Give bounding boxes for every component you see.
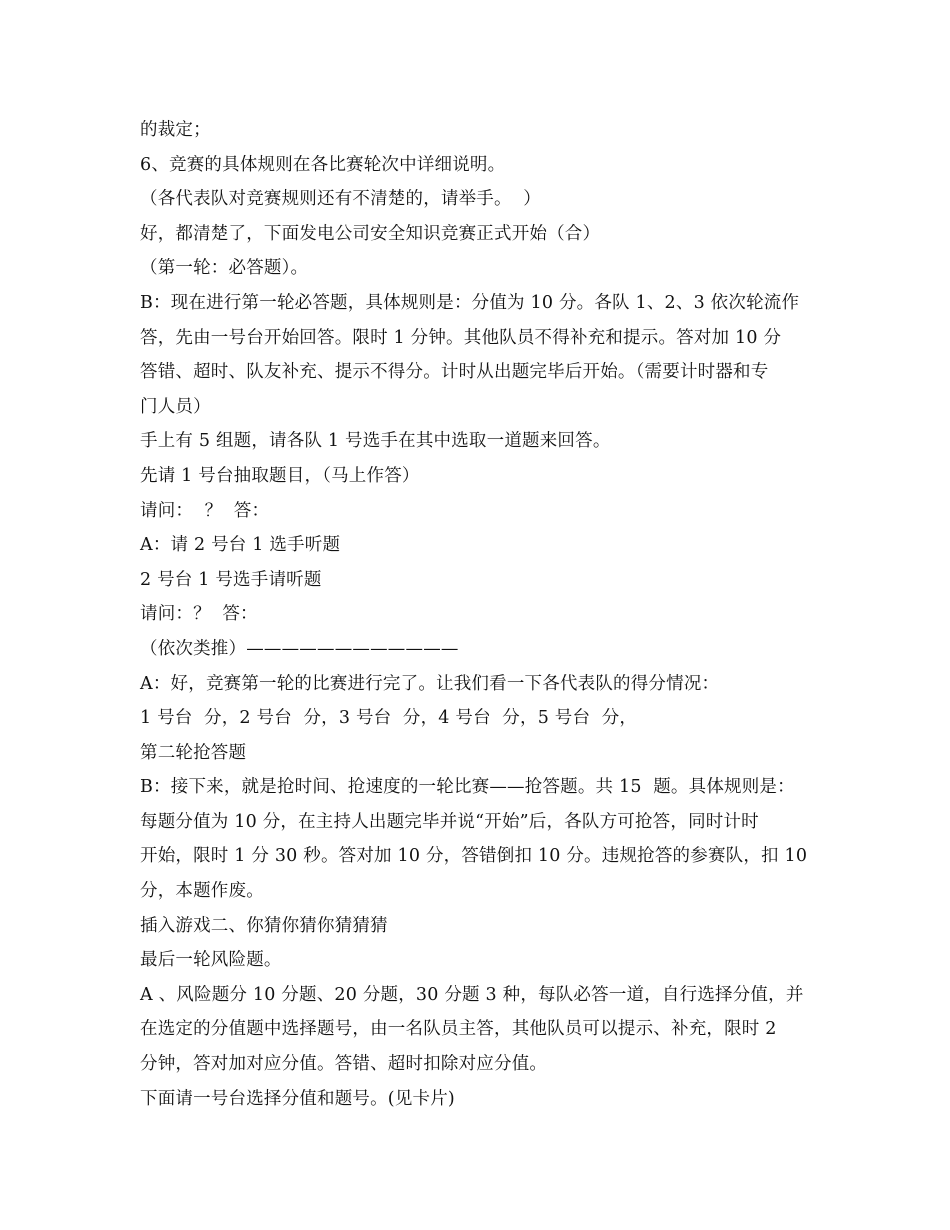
text-line: 在选定的分值题中选择题号，由一名队员主答，其他队员可以提示、补充，限时 2 bbox=[140, 1019, 777, 1040]
text-line: A：好，竞赛第一轮的比赛进行完了。让我们看一下各代表队的得分情况： bbox=[140, 673, 720, 694]
text-line: 2 号台 1 号选手请听题 bbox=[140, 569, 322, 590]
text-line: 每题分值为 10 分，在主持人出题完毕并说“开始”后，各队方可抢答，同时计时 bbox=[140, 811, 759, 832]
text-line: B：接下来，就是抢时间、抢速度的一轮比赛——抢答题。共 15 题。具体规则是： bbox=[140, 777, 795, 798]
text-line: A 、风险题分 10 分题、20 分题，30 分题 3 种，每队必答一道，自行选择分值，并 bbox=[140, 984, 804, 1005]
section-heading: （第一轮：必答题）。 bbox=[140, 258, 309, 279]
text-line: 分，本题作废。 bbox=[140, 881, 264, 902]
text-line: 分钟，答对加对应分值。答错、超时扣除对应分值。 bbox=[140, 1054, 548, 1075]
text-line: 手上有 5 组题，请各队 1 号选手在其中选取一道题来回答。 bbox=[140, 431, 611, 452]
section-heading: 第二轮抢答题 bbox=[140, 742, 247, 763]
text-line: 先请 1 号台抽取题目，（马上作答） bbox=[140, 465, 420, 486]
text-line: B：现在进行第一轮必答题，具体规则是：分值为 10 分。各队 1、2、3 依次轮流作 bbox=[140, 292, 800, 313]
text-line: 的裁定； bbox=[140, 120, 211, 140]
text-line: 请问：？ 答： bbox=[140, 604, 258, 625]
text-line: 答错、超时、队友补充、提示不得分。计时从出题完毕后开始。（需要计时器和专 bbox=[140, 362, 769, 383]
text-line: 开始，限时 1 分 30 秒。答对加 10 分，答错倒扣 10 分。违规抢答的参赛队，扣 10 bbox=[140, 846, 808, 867]
score-line: 1 号台 分，2 号台 分，3 号台 分，4 号台 分，5 号台 分， bbox=[140, 708, 638, 729]
section-heading: 插入游戏二、你猜你猜你猜猜猜 bbox=[140, 915, 388, 936]
text-line: 门人员） bbox=[140, 396, 211, 417]
document-body bbox=[140, 113, 830, 1116]
text-line: 好，都清楚了，下面发电公司安全知识竞赛正式开始（合） bbox=[140, 223, 601, 244]
text-line: A：请 2 号台 1 选手听题 bbox=[140, 535, 341, 556]
section-heading: 最后一轮风险题。 bbox=[140, 950, 282, 971]
text-line: 下面请一号台选择分值和题号。(见卡片) bbox=[140, 1088, 455, 1109]
text-line: （依次类推）———————————— bbox=[140, 638, 459, 659]
text-line: 6、竞赛的具体规则在各比赛轮次中详细说明。 bbox=[140, 154, 506, 175]
text-line: 答，先由一号台开始回答。限时 1 分钟。其他队员不得补充和提示。答对加 10 分 bbox=[140, 327, 782, 348]
text-line: （各代表队对竞赛规则还有不清楚的，请举手。 ） bbox=[140, 189, 541, 210]
text-line: 请问： ？ 答： bbox=[140, 500, 270, 521]
